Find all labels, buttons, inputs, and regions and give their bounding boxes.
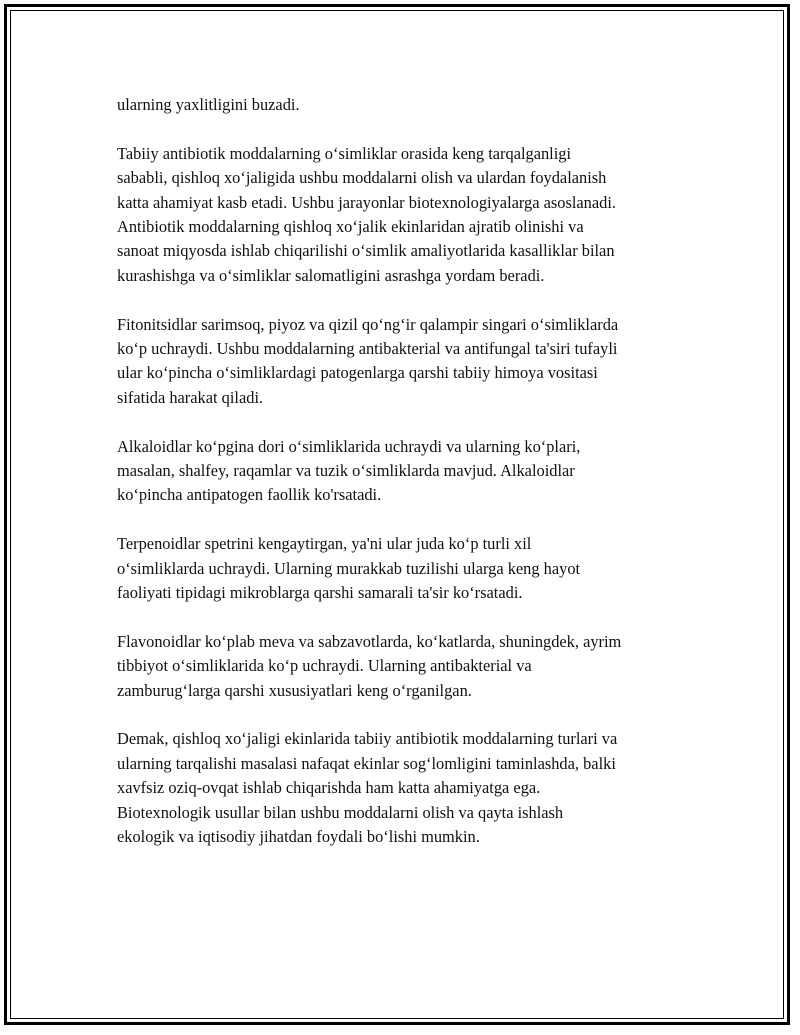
document-body <box>117 93 697 874</box>
paragraph: Flavonoidlar ko‘plab meva va sabzavotlarda, ko‘katlarda, shuningdek, ayrim tibbiyot o‘simliklarida ko‘p uchraydi. Ularning antibakterial va zamburug‘larga qarshi xususiyatlari keng o‘rganilgan. <box>117 631 622 700</box>
paragraph: ularning yaxlitligini buzadi. <box>117 95 300 114</box>
paragraph: Tabiiy antibiotik moddalarning o‘simliklar orasida keng tarqalganligi sababli, qishloq xo‘jaligida ushbu moddalarni olish va ulardan foydalanish katta ahamiyat kasb etadi. Ushbu jarayonlar biotexnologiyalarga asoslanadi. Antibiotik moddalarning qishloq xo‘jalik ekinlaridan ajratib olinishi va sanoat miqyosda ishlab chiqarilishi o‘simlik amaliyotlarida kasalliklar bilan kurashishga va o‘simliklar salomatligini asrashga yordam beradi. <box>117 143 617 285</box>
paragraph: Terpenoidlar spetrini kengaytirgan, ya'ni ular juda ko‘p turli xil o‘simliklarda uchraydi. Ularning murakkab tuzilishi ularga keng hayot faoliyati tipidagi mikroblarga qarshi samarali ta'sir ko‘rsatadi. <box>117 534 581 603</box>
paragraph: Fitonitsidlar sarimsoq, piyoz va qizil qo‘ng‘ir qalampir singari o‘simliklarda ko‘p uchraydi. Ushbu moddalarning antibakterial va antifungal ta'siri tufayli ular ko‘pincha o‘simliklardagi patogenlarga qarshi tabiiy himoya vositasi sifatida harakat qiladi. <box>117 314 619 407</box>
paragraph: Alkaloidlar ko‘pgina dori o‘simliklarida uchraydi va ularning ko‘plari, masalan, shalfey, raqamlar va tuzik o‘simliklarda mavjud. Alkaloidlar ko‘pincha antipatogen faollik ko'rsatadi. <box>117 436 581 505</box>
paragraph: Demak, qishloq xo‘jaligi ekinlarida tabiiy antibiotik moddalarning turlari va ularning tarqalishi masalasi nafaqat ekinlar sog‘lomligini taminlashda, balki xavfsiz oziq-ovqat ishlab chiqarishda ham katta ahamiyatga ega. Biotexnologik usullar bilan ushbu moddalarni olish va qayta ishlash ekologik va iqtisodiy jihatdan foydali bo‘lishi mumkin. <box>117 729 618 847</box>
